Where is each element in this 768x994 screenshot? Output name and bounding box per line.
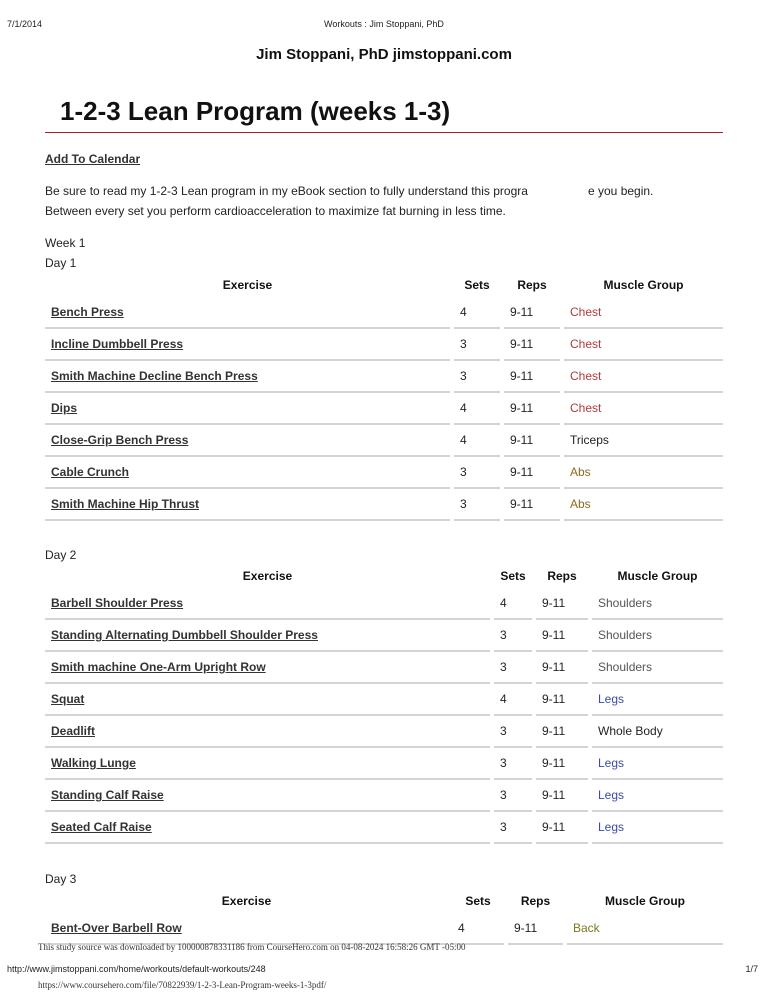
exercise-link[interactable]: Barbell Shoulder Press — [51, 596, 184, 610]
column-header-exercise: Exercise — [222, 277, 273, 292]
exercise-link[interactable]: Cable Crunch — [51, 465, 130, 479]
workout-table-day-3 — [45, 888, 723, 945]
table-row — [45, 913, 723, 945]
column-header-reps: Reps — [520, 893, 551, 908]
sets-cell: 3 — [454, 489, 500, 521]
intro-line-1-end: e you begin. — [588, 184, 654, 198]
reps-cell: 9-11 — [504, 361, 560, 393]
reps-cell: 9-11 — [504, 297, 560, 329]
reps-cell: 9-11 — [536, 684, 588, 716]
table-row — [45, 297, 723, 329]
exercise-link[interactable]: Incline Dumbbell Press — [51, 337, 184, 351]
coursehero-url: https://www.coursehero.com/file/70822939/1-2-3-Lean-Program-weeks-1-3pdf/ — [38, 980, 327, 990]
exercise-cell — [45, 588, 490, 620]
sets-cell: 4 — [494, 588, 532, 620]
sets-cell: 4 — [494, 684, 532, 716]
day-label: Day 1 — [45, 256, 77, 270]
reps-cell: 9-11 — [536, 652, 588, 684]
column-header-reps: Reps — [517, 277, 547, 292]
intro-line-2: Between every set you perform cardioacceleration to maximize fat burning in less time. — [45, 204, 506, 218]
exercise-cell — [45, 780, 490, 812]
exercise-cell — [45, 361, 450, 393]
table-row — [45, 588, 723, 620]
column-header-sets: Sets — [500, 568, 526, 583]
download-source-note: This study source was downloaded by 100000878331186 from CourseHero.com on 04-08-2024 16:58:26 GMT -05:00 — [38, 942, 466, 952]
sets-cell: 4 — [454, 393, 500, 425]
table-row — [45, 329, 723, 361]
exercise-cell — [45, 489, 450, 521]
muscle-group-cell: Shoulders — [592, 620, 723, 652]
table-row — [45, 748, 723, 780]
muscle-group-cell: Abs — [564, 489, 723, 521]
reps-cell: 9-11 — [536, 716, 588, 748]
sets-cell: 3 — [494, 780, 532, 812]
sets-cell: 3 — [454, 329, 500, 361]
workout-table-day-1 — [45, 272, 723, 521]
title-divider — [45, 132, 723, 133]
sets-cell: 3 — [494, 748, 532, 780]
reps-cell: 9-11 — [504, 425, 560, 457]
muscle-group-cell: Chest — [564, 329, 723, 361]
column-header-reps: Reps — [547, 568, 577, 583]
table-row — [45, 812, 723, 844]
muscle-group-cell: Chest — [564, 361, 723, 393]
table-row — [45, 620, 723, 652]
table-row — [45, 457, 723, 489]
column-header-muscle-group: Muscle Group — [604, 893, 685, 908]
reps-cell: 9-11 — [504, 329, 560, 361]
muscle-group-cell: Legs — [592, 780, 723, 812]
intro-line-1: Be sure to read my 1-2-3 Lean program in my eBook section to fully understand this progra — [45, 184, 528, 198]
column-header-exercise: Exercise — [221, 893, 272, 908]
column-header-sets: Sets — [465, 893, 491, 908]
exercise-link[interactable]: Seated Calf Raise — [51, 820, 152, 834]
reps-cell: 9-11 — [508, 913, 563, 945]
exercise-link[interactable]: Walking Lunge — [51, 756, 136, 770]
exercise-cell — [45, 297, 450, 329]
table-row — [45, 716, 723, 748]
site-title: Jim Stoppani, PhD jimstoppani.com — [256, 46, 512, 63]
page-title: 1-2-3 Lean Program (weeks 1-3) — [60, 96, 451, 126]
exercise-link[interactable]: Bent-Over Barbell Row — [51, 921, 182, 935]
print-title: Workouts : Jim Stoppani, PhD — [324, 19, 444, 29]
muscle-group-cell: Legs — [592, 748, 723, 780]
sets-cell: 3 — [494, 812, 532, 844]
exercise-cell — [45, 620, 490, 652]
exercise-cell — [45, 329, 450, 361]
exercise-link[interactable]: Close-Grip Bench Press — [51, 433, 189, 447]
reps-cell: 9-11 — [504, 489, 560, 521]
exercise-cell — [45, 652, 490, 684]
workout-table-day-2 — [45, 563, 723, 844]
exercise-cell — [45, 684, 490, 716]
column-header-muscle-group: Muscle Group — [617, 568, 698, 583]
sets-cell: 4 — [452, 913, 504, 945]
column-header-exercise: Exercise — [242, 568, 293, 583]
table-row — [45, 425, 723, 457]
reps-cell: 9-11 — [536, 620, 588, 652]
exercise-cell — [45, 748, 490, 780]
sets-cell: 4 — [454, 425, 500, 457]
exercise-cell — [45, 812, 490, 844]
table-row — [45, 780, 723, 812]
add-to-calendar-link[interactable]: Add To Calendar — [45, 152, 141, 166]
reps-cell: 9-11 — [536, 780, 588, 812]
table-row — [45, 393, 723, 425]
exercise-link[interactable]: Dips — [51, 401, 78, 415]
muscle-group-cell: Chest — [564, 297, 723, 329]
muscle-group-cell: Shoulders — [592, 588, 723, 620]
column-header-sets: Sets — [464, 277, 490, 292]
exercise-link[interactable]: Smith Machine Hip Thrust — [51, 497, 200, 511]
week-label: Week 1 — [45, 236, 86, 250]
muscle-group-cell: Legs — [592, 684, 723, 716]
exercise-link[interactable]: Smith machine One-Arm Upright Row — [51, 660, 266, 674]
exercise-link[interactable]: Standing Alternating Dumbbell Shoulder Press — [51, 628, 318, 642]
exercise-cell — [45, 425, 450, 457]
exercise-link[interactable]: Standing Calf Raise — [51, 788, 164, 802]
muscle-group-cell: Whole Body — [592, 716, 723, 748]
sets-cell: 3 — [494, 652, 532, 684]
muscle-group-cell: Triceps — [564, 425, 723, 457]
exercise-link[interactable]: Deadlift — [51, 724, 96, 738]
muscle-group-cell: Back — [567, 913, 723, 945]
exercise-link[interactable]: Squat — [51, 692, 85, 706]
reps-cell: 9-11 — [536, 812, 588, 844]
reps-cell: 9-11 — [504, 393, 560, 425]
column-header-muscle-group: Muscle Group — [603, 277, 684, 292]
exercise-link[interactable]: Bench Press — [51, 305, 124, 319]
day-label: Day 2 — [45, 548, 77, 562]
sets-cell: 3 — [494, 620, 532, 652]
sets-cell: 3 — [454, 457, 500, 489]
exercise-cell — [45, 913, 448, 945]
reps-cell: 9-11 — [536, 588, 588, 620]
day-label: Day 3 — [45, 872, 77, 886]
muscle-group-cell: Chest — [564, 393, 723, 425]
sets-cell: 3 — [494, 716, 532, 748]
page-url: http://www.jimstoppani.com/home/workouts/default-workouts/248 — [7, 964, 266, 974]
exercise-cell — [45, 393, 450, 425]
sets-cell: 4 — [454, 297, 500, 329]
page-number: 1/7 — [745, 964, 758, 974]
table-row — [45, 684, 723, 716]
exercise-cell — [45, 457, 450, 489]
exercise-link[interactable]: Smith Machine Decline Bench Press — [51, 369, 258, 383]
table-row — [45, 489, 723, 521]
muscle-group-cell: Shoulders — [592, 652, 723, 684]
muscle-group-cell: Legs — [592, 812, 723, 844]
reps-cell: 9-11 — [536, 748, 588, 780]
reps-cell: 9-11 — [504, 457, 560, 489]
table-row — [45, 652, 723, 684]
exercise-cell — [45, 716, 490, 748]
muscle-group-cell: Abs — [564, 457, 723, 489]
print-date: 7/1/2014 — [7, 19, 43, 29]
table-row — [45, 361, 723, 393]
sets-cell: 3 — [454, 361, 500, 393]
